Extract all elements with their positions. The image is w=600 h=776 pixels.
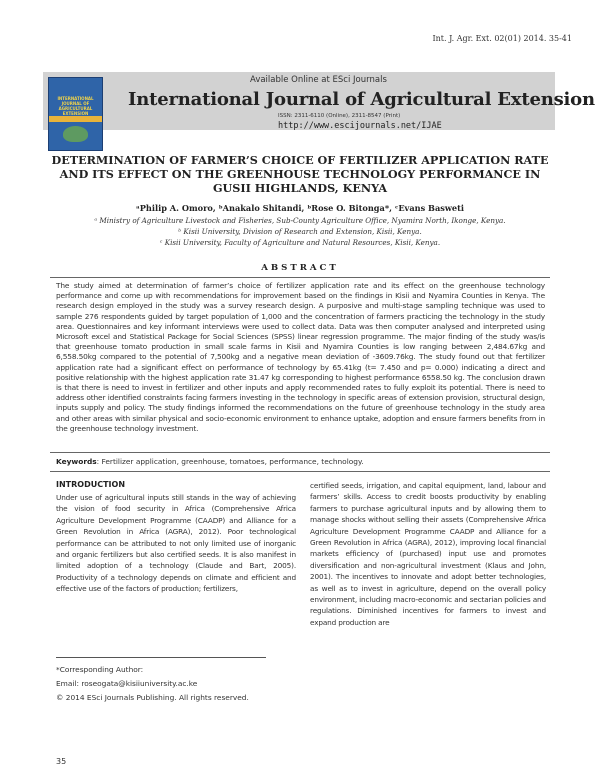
keywords-label: Keywords <box>56 457 97 466</box>
keywords-list: : Fertilizer application, greenhouse, tomatoes, performance, technology. <box>96 457 364 466</box>
affiliation-c: ᶜ Kisii University, Faculty of Agriculture and Natural Resources, Kisii, Kenya. <box>159 238 441 247</box>
leaf-icon <box>63 126 88 142</box>
introduction-right-column: certified seeds, irrigation, and capital equipment, land, labour and farmers’ skills. Access to credit boosts productivity by enabling farmers to purchase agricultural inputs and by allowing them to manage shocks without selling their assets (Comprehensive Africa Agriculture Development Programme CAADP and Alliance for a Green Revolution in Africa (AGRA), 2012), improving local financial markets efficiency of (purchased) input use and promotes diversification and non-agricultural investment (Klaus and John, 2001). The incentives to innovate and adopt better technologies, as well as to invest in agriculture, depend on the overall policy environment, including macro-economic and sectarian policies and regulations. Diminished incentives for farmers to invest and expand production are <box>310 481 546 627</box>
running-head: Int. J. Agr. Ext. 02(01) 2014. 35-41 <box>432 34 572 43</box>
issn: ISSN: 2311-6110 (Online), 2311-8547 (Print) <box>278 113 401 119</box>
footnote-rule <box>56 657 266 658</box>
corresponding-author: *Corresponding Author: <box>56 665 144 674</box>
author-email[interactable]: Email: roseogata@kisiiuniversity.ac.ke <box>56 679 198 688</box>
page-number: 35 <box>56 757 67 766</box>
keywords <box>56 457 545 466</box>
journal-url[interactable]: http://www.escijournals.net/IJAE <box>278 121 442 131</box>
abstract-text: The study aimed at determination of farmer’s choice of fertilizer application rate and its effect on the greenhouse technology performance and come up with recommendations for improvement based on the findings in Kisii and Nyamira Counties in Kenya. The research design employed in the study was a survey research design. A purposive and multi-stage sampling technique was used to sample 276 respondents guided by target population of 1,000 and the concentration of farmers practicing the technology in the study area. Questionnaires and key informant interviews were used to collect data. Data was then computer analysed and interpreted using Microsoft excel and Statistical Package for Social Sciences (SPSS) linear regression programme. The major finding of the study was/is that greenhouse tomato production in small scale farms in Kisii and Nyamira Counties is low ranging between 2,484.67kg and 6,558.50kg compared to the potential of 7,500kg and a negative mean deviation of -3609.76kg. The study found out that fertilizer application rate had a significant effect on performance of technology by 65.41kg (t= 7.450 and p= 0.000) indicating a direct and positive relationship with the highest application rate 31.47 kg corresponding to highest performance 6558.50 kg. The conclusion drawn is that there is need to invest in fertilizer and other inputs and apply recommended rates to fully exploit its potential. There is need to address other identified constraints facing farmers investing in the technology in specific areas of extension provision, structural design, inputs supply and policy. The study findings informed the recommendations on the future of greenhouse technology in the study area and other areas with similar physical and socio-economic environment to enhance uptake, adoption and ensure farmers benefits from in the greenhouse technology investment. <box>56 281 545 433</box>
abstract-top-rule <box>50 277 550 278</box>
keywords-rule <box>50 471 550 472</box>
journal-cover-image <box>48 77 103 151</box>
abstract-heading: ABSTRACT <box>261 263 339 273</box>
copyright: © 2014 ESci Journals Publishing. All rights reserved. <box>56 693 249 702</box>
cover-title: INTERNATIONAL JOURNAL OF AGRICULTURAL EXTENSION <box>57 96 94 116</box>
introduction-left-column: Under use of agricultural inputs still stands in the way of achieving the vision of food security in Africa (Comprehensive Africa Agriculture Development Programme (CAADP) and Alliance for a Green Revolution in Africa (AGRA), 2012). Poor technological performance can be attributed to not only limited use of inorganic and organic fertilizers but also certified seeds. It is also manifest in limited adoption of a technology (Claude and Bart, 2005). Productivity of a technology depends on climate and efficient and effective use of the factors of production; fertilizers, <box>56 493 296 594</box>
authors: ᵃPhilip A. Omoro, ᵇAnakalo Shitandi, ᵇRose O. Bitonga*, ᶜEvans Basweti <box>135 203 465 213</box>
abstract-bottom-rule <box>50 452 550 453</box>
journal-title: International Journal of Agricultural Extension <box>128 89 595 110</box>
article-title: DETERMINATION OF FARMER’S CHOICE OF FERTILIZER APPLICATION RATE AND ITS EFFECT ON THE GREENHOUSE TECHNOLOGY PERFORMANCE IN GUSII HIGHLANDS, KENYA <box>51 153 549 195</box>
affiliation-b: ᵇ Kisii University, Division of Research and Extension, Kisii, Kenya. <box>178 227 422 236</box>
available-online: Available Online at ESci Journals <box>250 75 387 85</box>
cover-band <box>49 116 102 122</box>
affiliation-a: ᵃ Ministry of Agriculture Livestock and Fisheries, Sub-County Agriculture Office, Nyamira North, Ikonge, Kenya. <box>94 216 506 225</box>
introduction-heading: INTRODUCTION <box>56 480 126 489</box>
